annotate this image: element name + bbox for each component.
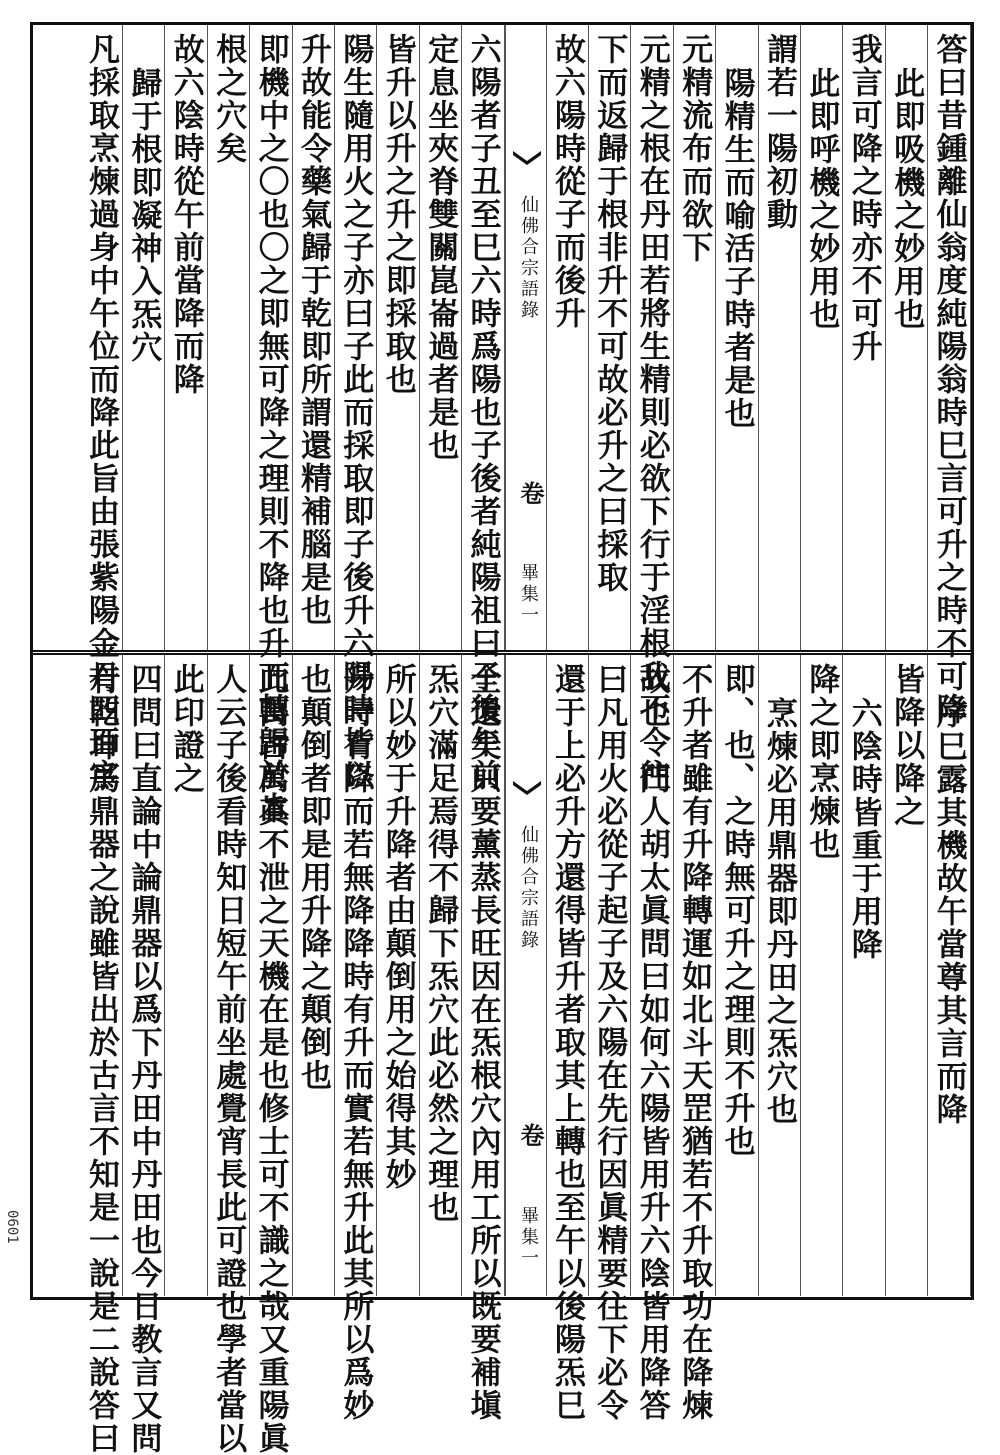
lower-text-column [208, 655, 250, 1455]
column-text: 我言可降之時亦不可升 [845, 33, 882, 363]
lower-text-column [123, 655, 165, 1455]
column-text: 皆升以升之升之即採取也 [379, 33, 416, 396]
lower-text-column [589, 655, 631, 1422]
upper-text-column [801, 25, 843, 650]
column-text: 此印證之 [167, 663, 204, 795]
column-text: 四問曰直論中論鼎器以爲下丹田中丹田也今日教言又問 [125, 663, 162, 1455]
column-text: 陽精生而喻活子時者是也 [718, 67, 755, 430]
fascicle-label: 卷 [516, 1122, 545, 1147]
lower-text-column [674, 655, 716, 1422]
column-text: 也顛倒者即是用升降之顛倒也 [295, 663, 331, 1092]
upper-text-column [293, 25, 335, 650]
lower-text-column [801, 655, 843, 1296]
column-text: 人云子後看時知日短午前坐處覺宵長此可證也學者當以 [210, 663, 247, 1455]
fascicle-label: 卷 [516, 481, 545, 506]
column-text: 此即吸機之妙用也 [888, 67, 925, 331]
volume-label: 畢集一 [518, 562, 539, 626]
upper-text-column [886, 25, 928, 650]
column-text: 此即呼機之妙用也 [803, 67, 840, 331]
upper-text-column [208, 25, 250, 650]
upper-text-column [717, 25, 759, 650]
lower-text-column [759, 655, 801, 1296]
column-text: 元精流布而欲下 [676, 33, 713, 264]
column-text: 炁穴滿足焉得不歸下炁穴此必然之理也 [422, 663, 459, 1224]
lower-text-column [632, 655, 674, 1422]
column-text: 不升者雖有升降轉運如北斗天罡猶若不升取功在降煉 [676, 663, 713, 1422]
upper-text-column [844, 25, 886, 650]
column-text: 謂若一陽初動 [761, 33, 797, 231]
lower-text-column [886, 655, 928, 1296]
side-page-number: 0601 [4, 1210, 20, 1244]
fish-tail-mark-icon [513, 780, 541, 794]
lower-text-column [293, 655, 335, 1296]
column-text: 根之穴矣 [210, 33, 247, 165]
book-title: 仙佛合宗語錄 [518, 825, 539, 951]
column-text: 有乾坤爲鼎器之說雖皆出於古言不知是一說是二說答曰 [83, 663, 119, 1455]
lower-page [33, 655, 971, 1455]
column-text: 升時有降而若無降降時有升而實若無升此其所以爲妙 [337, 663, 374, 1422]
column-text: 歸于根即凝神入炁穴 [125, 67, 162, 364]
column-text: 答曰昔鍾離仙翁度純陽翁時巳言可升之時不可降 [930, 33, 967, 726]
lower-text-column [463, 655, 505, 1422]
column-text: 元精之根在丹田若將生精則必欲下行于淫根我不令往 [633, 33, 670, 792]
column-text: 降之即烹煉也 [803, 663, 840, 861]
column-text: 下而返歸于根非升不可故必升之曰採取 [591, 33, 628, 594]
lower-text-column [717, 655, 759, 1296]
volume-label: 畢集一 [518, 1206, 539, 1270]
column-text: 皆降以降之 [888, 663, 925, 828]
column-text: 此萬古萬眞不泄之天機在是也修士可不識之哉又重陽眞 [252, 663, 289, 1455]
lower-text-column [420, 655, 462, 1296]
upper-text-column [123, 25, 165, 650]
upper-text-column [674, 25, 716, 650]
column-text: 升故能令藥氣歸于乾即所謂還精補腦是也 [295, 33, 331, 627]
upper-text-column [929, 25, 971, 726]
upper-text-column [589, 25, 631, 650]
lower-text-column [844, 655, 886, 1296]
lower-text-column [335, 655, 377, 1422]
column-text: 曰凡用火必從子起子及六陽在先行因眞精要往下必令 [591, 663, 628, 1422]
upper-text-column [378, 25, 420, 650]
fish-tail-mark-icon [513, 150, 541, 164]
upper-center-strip [505, 25, 547, 650]
column-text: 定息坐夾脊雙關崑崙過者是也 [422, 33, 459, 462]
column-text: 即機中之〇也〇之即無可降之理則不降也升而轉歸於本 [252, 33, 289, 825]
upper-text-column [420, 25, 462, 650]
book-title: 仙佛合宗語錄 [518, 195, 539, 321]
column-text: 還于上必升方還得皆升者取其上轉也至午以後陽炁巳 [549, 663, 585, 1422]
column-text: 故六陽時從子而後升 [549, 33, 585, 330]
column-text: 所以妙于升降者由顛倒用之始得其妙 [379, 663, 416, 1191]
upper-text-column [251, 25, 293, 825]
column-text: 陽生隨用火之子亦曰子此而採取即子後升六陽時皆以 [337, 33, 374, 792]
lower-text-column [378, 655, 420, 1296]
lower-center-strip [505, 655, 547, 1296]
upper-text-column [335, 25, 377, 792]
column-text: 烹煉必用鼎器即丹田之炁穴也 [761, 697, 797, 1126]
upper-text-column [81, 25, 123, 792]
upper-text-column [547, 25, 589, 650]
lower-text-column [166, 655, 208, 1296]
upper-text-column [166, 25, 208, 650]
column-text: 即、也、之時無可升之理則不升也 [718, 663, 755, 1158]
upper-text-column [463, 25, 505, 792]
column-text: 凡採取烹煉過身中午位而降此旨由張紫陽金丹四百字 [83, 33, 119, 792]
column-text: 故也 門人胡太眞問曰如何六陽皆用升六陰皆用降答 [633, 663, 670, 1422]
lower-text-column [929, 655, 971, 1296]
upper-text-column [632, 25, 674, 792]
column-text: 六陰時皆重于用降 [845, 697, 882, 961]
lower-text-column [81, 655, 123, 1455]
column-text: 序巳露其機故午當尊其言而降 [930, 697, 967, 1126]
lower-text-column [251, 655, 293, 1455]
column-text: 故六陰時從午前當降而降 [167, 33, 204, 396]
column-text: 六陽者子丑至巳六時爲陽也子後者純陽祖曰子後午前 [464, 33, 501, 792]
column-text: 全還矣只要薰蒸長旺因在炁根穴內用工所以既要補塡 [464, 663, 501, 1422]
upper-text-column [759, 25, 801, 650]
lower-text-column [547, 655, 589, 1422]
